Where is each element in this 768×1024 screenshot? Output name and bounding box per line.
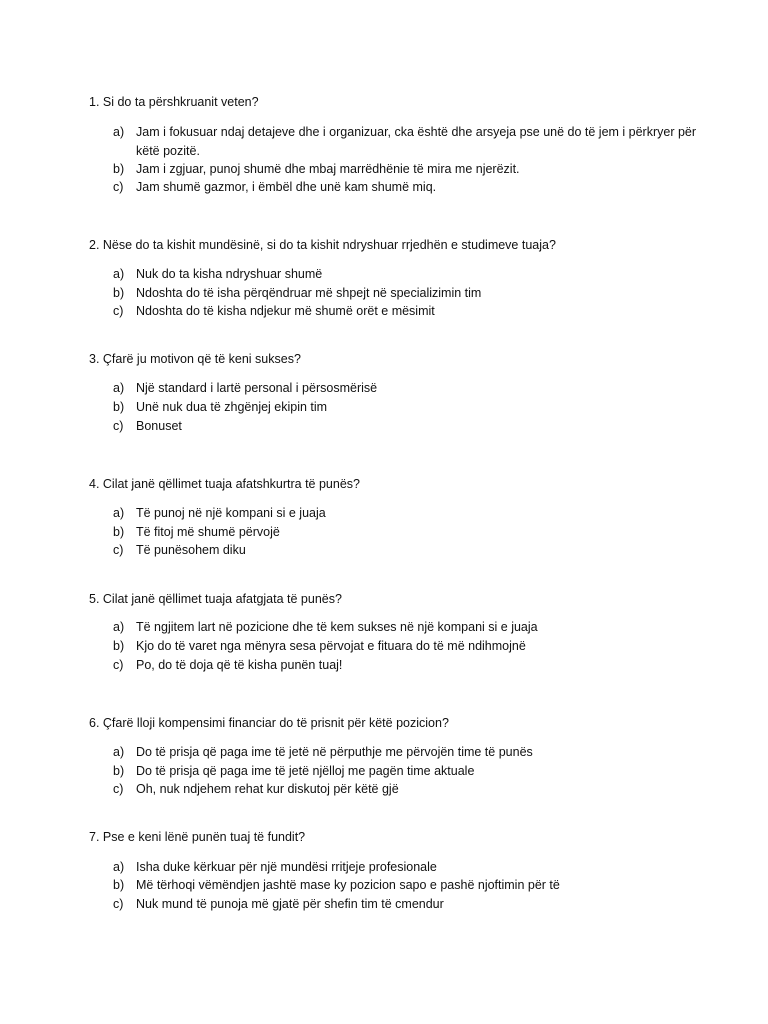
question-title: 1. Si do ta përshkruanit veten? [89, 95, 259, 109]
option-letter: c) [113, 304, 124, 318]
option-letter: b) [113, 525, 125, 539]
option-text: Një standard i lartë personal i përsosmërisë [136, 381, 378, 395]
option-b [113, 160, 713, 179]
option-c [113, 541, 713, 560]
option-text: Jam i fokusuar ndaj detajeve dhe i organizuar, cka është dhe arsyeja pse unë do të jem i përkryer për këtë pozitë. [136, 125, 697, 158]
question-title: 7. Pse e keni lënë punën tuaj të fundit? [89, 830, 306, 844]
option-letter: b) [113, 400, 125, 414]
option-letter: a) [113, 506, 125, 520]
option-letter: c) [113, 543, 124, 557]
option-b [113, 637, 713, 656]
option-letter: b) [113, 764, 125, 778]
option-b [113, 398, 713, 417]
option-a [113, 379, 713, 398]
option-letter: c) [113, 897, 124, 911]
option-b [113, 284, 713, 303]
option-b [113, 523, 713, 542]
option-text: Të fitoj më shumë përvojë [136, 525, 280, 539]
option-text: Unë nuk dua të zhgënjej ekipin tim [136, 400, 328, 414]
option-text: Ndoshta do të kisha ndjekur më shumë orët e mësimit [136, 304, 435, 318]
option-c [113, 417, 713, 436]
option-a [113, 265, 713, 284]
option-text: Do të prisja që paga ime të jetë në përputhje me përvojën time të punës [136, 745, 533, 759]
option-letter: a) [113, 620, 125, 634]
option-text: Të punoj në një kompani si e juaja [136, 506, 326, 520]
option-text: Bonuset [136, 419, 182, 433]
option-a [113, 858, 713, 877]
option-letter: b) [113, 639, 125, 653]
option-c [113, 780, 713, 799]
option-c [113, 895, 713, 914]
option-text: Nuk do ta kisha ndryshuar shumë [136, 267, 323, 281]
option-text: Të punësohem diku [136, 543, 246, 557]
option-text: Jam shumë gazmor, i ëmbël dhe unë kam shumë miq. [136, 180, 437, 194]
option-text: Ndoshta do të isha përqëndruar më shpejt në specializimin tim [136, 286, 482, 300]
option-letter: b) [113, 286, 125, 300]
option-letter: c) [113, 180, 124, 194]
option-letter: a) [113, 745, 125, 759]
option-text: Jam i zgjuar, punoj shumë dhe mbaj marrëdhënie të mira me njerëzit. [136, 162, 520, 176]
option-c [113, 656, 713, 675]
option-letter: b) [113, 162, 125, 176]
option-a [113, 123, 713, 160]
option-text: Të ngjitem lart në pozicione dhe të kem sukses në një kompani si e juaja [136, 620, 538, 634]
question-title: 3. Çfarë ju motivon që të keni sukses? [89, 352, 301, 366]
question-title: 4. Cilat janë qëllimet tuaja afatshkurtra të punës? [89, 477, 360, 491]
option-text: Më tërhoqi vëmëndjen jashtë mase ky pozicion sapo e pashë njoftimin për të [136, 878, 560, 892]
option-c [113, 178, 713, 197]
option-letter: c) [113, 782, 124, 796]
option-text: Po, do të doja që të kisha punën tuaj! [136, 658, 343, 672]
option-letter: a) [113, 381, 125, 395]
option-c [113, 302, 713, 321]
option-b [113, 762, 713, 781]
option-a [113, 504, 713, 523]
option-text: Do të prisja që paga ime të jetë njëlloj me pagën time aktuale [136, 764, 475, 778]
option-a [113, 743, 713, 762]
option-b [113, 876, 713, 895]
option-text: Isha duke kërkuar për një mundësi rritjeje profesionale [136, 860, 437, 874]
option-letter: a) [113, 125, 125, 139]
option-letter: c) [113, 419, 124, 433]
question-title: 6. Çfarë lloji kompensimi financiar do të prisnit për këtë pozicion? [89, 716, 449, 730]
question-title: 2. Nëse do ta kishit mundësinë, si do ta kishit ndryshuar rrjedhën e studimeve tuaja? [89, 238, 556, 252]
option-letter: a) [113, 860, 125, 874]
option-text: Kjo do të varet nga mënyra sesa përvojat e fituara do të më ndihmojnë [136, 639, 526, 653]
option-letter: b) [113, 878, 125, 892]
option-letter: c) [113, 658, 124, 672]
option-a [113, 618, 713, 637]
option-text: Nuk mund të punoja më gjatë për shefin tim të cmendur [136, 897, 444, 911]
option-text: Oh, nuk ndjehem rehat kur diskutoj për këtë gjë [136, 782, 399, 796]
question-title: 5. Cilat janë qëllimet tuaja afatgjata të punës? [89, 592, 342, 606]
option-letter: a) [113, 267, 125, 281]
